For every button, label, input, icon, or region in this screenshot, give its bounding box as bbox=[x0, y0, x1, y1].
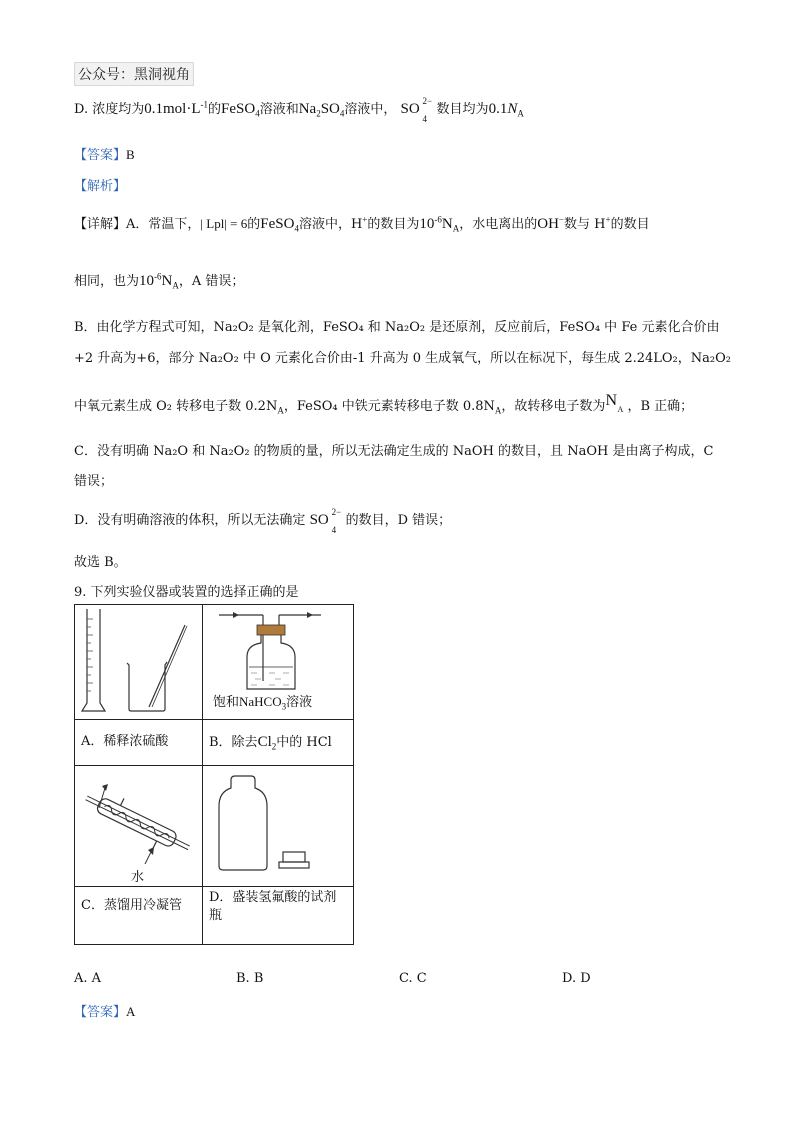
option-d-na-sub: 2 bbox=[316, 108, 321, 119]
detail-a-t3: 溶液中，H bbox=[298, 217, 363, 232]
reagent-bottle-illustration bbox=[203, 766, 353, 886]
caption-d-line1: D．盛装氢氟酸的试剂 bbox=[209, 890, 337, 905]
detail-a-l2-ten: 10 bbox=[139, 273, 155, 289]
watermark: 公众号：黑洞视角 bbox=[74, 62, 194, 86]
detail-a-line1 bbox=[74, 213, 650, 236]
detail-a-feso: FeSO bbox=[260, 216, 295, 232]
detail-a-l2-nsub: A bbox=[172, 280, 179, 291]
caption-c bbox=[75, 887, 203, 945]
caption-d-line2: 瓶 bbox=[209, 908, 223, 923]
analysis-label: 【解析】 bbox=[74, 179, 127, 194]
detail-a-t5: ，水电离出的 bbox=[459, 217, 538, 232]
detail-a-ph: | Lpl| = 6 bbox=[200, 216, 248, 231]
answer-2 bbox=[74, 1001, 135, 1020]
detail-a-t7: 的数目 bbox=[610, 217, 650, 232]
detail-d-t2: 的数目，D 错误； bbox=[345, 513, 452, 528]
question-9: 9. 下列实验仪器或装置的选择正确的是 bbox=[74, 585, 299, 600]
apparatus-table bbox=[74, 604, 354, 945]
detail-label: 【详解】 bbox=[74, 217, 127, 232]
caption-a-text: A．稀释浓硫酸 bbox=[81, 734, 169, 749]
answer-2-value: A bbox=[126, 1004, 136, 1019]
detail-c-line1: C．没有明确 Na₂O 和 Na₂O₂ 的物质的量，所以无法确定生成的 NaOH 的数目，且 NaOH 是由离子构成，C bbox=[74, 444, 714, 459]
detail-d-so-sup: 2− bbox=[331, 507, 342, 517]
caption-b bbox=[203, 720, 354, 766]
option-d-so: SO bbox=[320, 101, 340, 117]
detail-a-l2a: 相同，也为 bbox=[74, 274, 140, 289]
caption-b-pre: B．除去 bbox=[209, 735, 258, 750]
detail-a-t2: 的 bbox=[247, 217, 261, 232]
bottle-label bbox=[213, 691, 312, 710]
detail-d-t1: D．没有明确溶液的体积，所以无法确定 bbox=[74, 513, 306, 528]
option-d-na: Na bbox=[298, 101, 317, 117]
detail-d-so: SO bbox=[309, 512, 329, 528]
option-d-prefix: D. 浓度均为 bbox=[74, 102, 145, 117]
ion-sub: 4 bbox=[422, 114, 428, 124]
detail-a-exp: -6 bbox=[434, 214, 442, 225]
option-d-line bbox=[74, 96, 524, 124]
answer-1 bbox=[74, 144, 135, 163]
detail-b-l3a: 中氧元素生成 O₂ 转移电子数 0.2N bbox=[74, 399, 278, 414]
detail-b-l3b-sub: A bbox=[494, 405, 502, 416]
caption-b-cl: Cl bbox=[257, 734, 272, 750]
detail-a-ten: 10 bbox=[419, 216, 435, 232]
detail-b-line1: B．由化学方程式可知，Na₂O₂ 是氧化剂，FeSO₄ 和 Na₂O₂ 是还原剂，反应前后，FeSO₄ 中 Fe 元素化合价由 bbox=[74, 320, 720, 335]
detail-a-feso-sub: 4 bbox=[294, 223, 299, 234]
graduated-cylinder-beaker-illustration bbox=[75, 605, 202, 719]
detail-a-line2 bbox=[74, 270, 244, 293]
detail-b-l3b: ，FeSO₄ 中铁元素转移电子数 0.8N bbox=[283, 399, 495, 414]
caption-b-post: 中的 HCl bbox=[276, 735, 332, 750]
detail-a-l2-exp: -6 bbox=[154, 271, 162, 282]
water-label: 水 bbox=[131, 870, 145, 885]
gas-washing-bottle-illustration bbox=[203, 605, 353, 695]
detail-b-l3a-sub: A bbox=[277, 405, 284, 416]
option-d-conc: 0.1mol·L bbox=[144, 101, 201, 117]
detail-b-line2: +2 升高为+6，部分 Na₂O₂ 中 O 元素化合价由-1 升高为 0 生成氧气，所以在标况下，每生成 2.24LO₂，Na₂O₂ bbox=[74, 351, 731, 366]
bottle-label-sub: 3 bbox=[281, 701, 287, 712]
detail-a-l2-n: N bbox=[161, 273, 173, 289]
option-d-n: N bbox=[507, 101, 518, 117]
detail-a-t4: 的数目为 bbox=[367, 217, 420, 232]
detail-a-oh-sup: − bbox=[558, 214, 564, 225]
answer-2-label: 【答案】 bbox=[74, 1005, 127, 1020]
answer-value: B bbox=[126, 147, 135, 162]
answer-label: 【答案】 bbox=[74, 148, 127, 163]
detail-a-n: N bbox=[441, 216, 453, 232]
cell-d-image bbox=[203, 766, 354, 887]
ion-text: SO bbox=[400, 101, 420, 117]
caption-d bbox=[203, 887, 354, 945]
detail-a-t1: A．常温下， bbox=[126, 217, 201, 232]
option-d-so-sub: 4 bbox=[339, 108, 345, 119]
cell-a-image bbox=[75, 605, 203, 720]
ion-sup: 2− bbox=[422, 96, 433, 106]
detail-a-n-sub: A bbox=[452, 223, 460, 234]
bottle-label-post: 溶液 bbox=[286, 695, 313, 710]
option-d-conc-sup: -1 bbox=[200, 99, 208, 110]
detail-b-line3 bbox=[74, 392, 694, 418]
detail-a-oh: OH bbox=[537, 216, 559, 232]
caption-c-text: C．蒸馏用冷凝管 bbox=[81, 898, 182, 913]
choice-c[interactable]: C. C bbox=[399, 971, 427, 986]
option-d-val: 0.1 bbox=[488, 101, 508, 117]
detail-d-so-sub: 4 bbox=[331, 525, 337, 535]
cell-c-image bbox=[75, 766, 203, 887]
cell-b-image bbox=[203, 605, 354, 720]
option-d-n-sub: A bbox=[517, 108, 524, 119]
detail-b-na bbox=[605, 392, 627, 418]
caption-a bbox=[75, 720, 203, 766]
bottle-label-chem: NaHCO bbox=[239, 694, 282, 709]
choice-d[interactable]: D. D bbox=[562, 971, 591, 986]
detail-b-na-sub: A bbox=[617, 405, 624, 414]
detail-a-t6: 数与 H bbox=[564, 217, 606, 232]
choice-a[interactable]: A. A bbox=[74, 971, 102, 986]
option-d-de: 的 bbox=[207, 102, 221, 117]
detail-d-line bbox=[74, 507, 452, 535]
detail-d-sulfate-ion bbox=[309, 507, 346, 535]
caption-b-sub: 2 bbox=[271, 741, 277, 752]
detail-a-h2-sup: + bbox=[605, 214, 611, 225]
detail-b-l3c: ，故转移电子数为 bbox=[501, 399, 606, 414]
option-d-feso: FeSO bbox=[221, 101, 256, 117]
detail-c-line2: 错误； bbox=[74, 474, 114, 489]
option-d-feso-sub: 4 bbox=[255, 108, 260, 119]
bottle-label-pre: 饱和 bbox=[213, 695, 240, 710]
option-d-rong-he: 溶液和 bbox=[259, 102, 299, 117]
option-d-rong-zhong: 溶液中， bbox=[344, 102, 397, 117]
conclusion: 故选 B。 bbox=[74, 555, 127, 570]
detail-a-h-sup: + bbox=[362, 214, 368, 225]
detail-b-l3d: ，B 正确； bbox=[627, 399, 694, 414]
detail-b-na-n: N bbox=[605, 392, 617, 409]
option-d-count: 数目均为 bbox=[436, 102, 489, 117]
choice-b[interactable]: B. B bbox=[236, 971, 264, 986]
option-d-sulfate-ion bbox=[400, 96, 437, 124]
detail-a-l2b: ，A 错误； bbox=[178, 274, 245, 289]
